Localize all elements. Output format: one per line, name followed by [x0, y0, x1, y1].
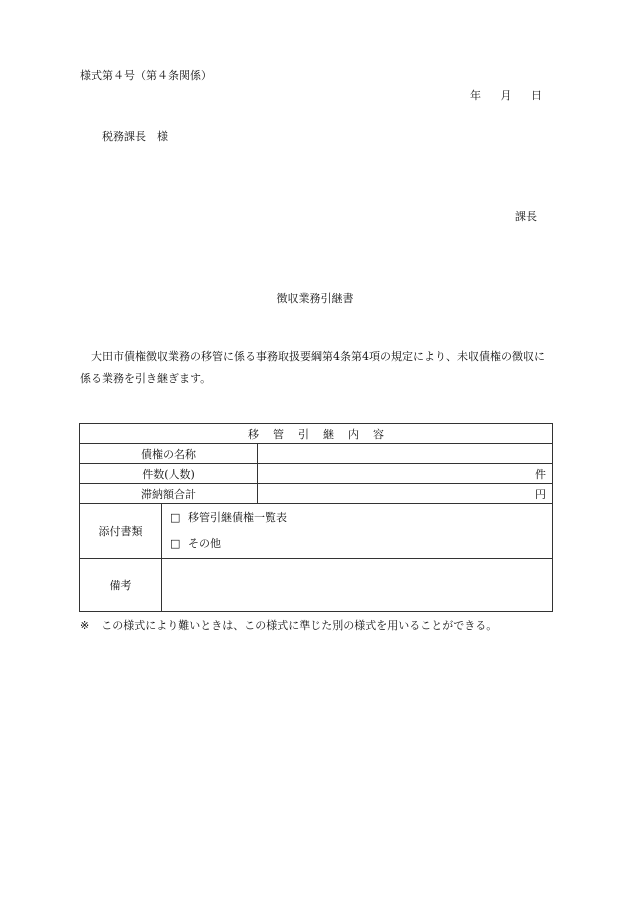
row-label: 滞納額合計: [80, 484, 258, 504]
table-row: [80, 444, 553, 464]
attachments-list: [162, 504, 553, 559]
header-char: 移: [248, 427, 259, 441]
attachment-item[interactable]: [170, 506, 552, 530]
notes-label: 備考: [80, 559, 162, 612]
handover-table: [79, 423, 553, 612]
row-label: 件数(人数): [80, 464, 258, 484]
checkbox-icon[interactable]: □: [170, 537, 181, 550]
document-title: 徴収業務引継書: [276, 292, 354, 305]
header-char: 管: [273, 427, 284, 441]
header-char: 引: [298, 427, 309, 441]
claim-name-value[interactable]: [258, 444, 553, 464]
notes-row: [80, 559, 553, 612]
date-year: 年: [470, 89, 481, 102]
table-row: [80, 484, 553, 504]
date-day: 日: [531, 89, 542, 102]
header-char: 内: [348, 427, 359, 441]
count-value[interactable]: 件: [258, 464, 553, 484]
attachments-label: 添付書類: [80, 504, 162, 559]
row-label: 債権の名称: [80, 444, 258, 464]
attachments-row: [80, 504, 553, 559]
form-number: 様式第４号（第４条関係）: [80, 69, 212, 82]
remark: [80, 617, 497, 633]
header-char: 継: [323, 427, 334, 441]
body-text: 大田市債権徴収業務の移管に係る事務取扱要綱第4条第4項の規定により、未収債権の徴収に係る業務を引き継ぎます。: [80, 350, 545, 385]
sender: 課長: [515, 210, 537, 223]
table-header-row: [80, 424, 553, 444]
amount-value[interactable]: 円: [258, 484, 553, 504]
date-month: 月: [500, 89, 512, 102]
attachment-label: その他: [188, 537, 221, 550]
attachment-label: 移管引継債権一覧表: [188, 511, 287, 524]
table-row: [80, 464, 553, 484]
checkbox-icon[interactable]: □: [170, 511, 181, 524]
addressee: 税務課長 様: [102, 130, 168, 143]
remark-mark: ※: [80, 619, 90, 632]
date-line: [470, 87, 542, 103]
notes-field[interactable]: [162, 559, 553, 612]
table-header: [80, 424, 553, 444]
remark-text: この様式により難いときは、この様式に準じた別の様式を用いることができる。: [101, 619, 498, 632]
attachment-item[interactable]: [170, 532, 552, 556]
header-char: 容: [373, 427, 384, 441]
